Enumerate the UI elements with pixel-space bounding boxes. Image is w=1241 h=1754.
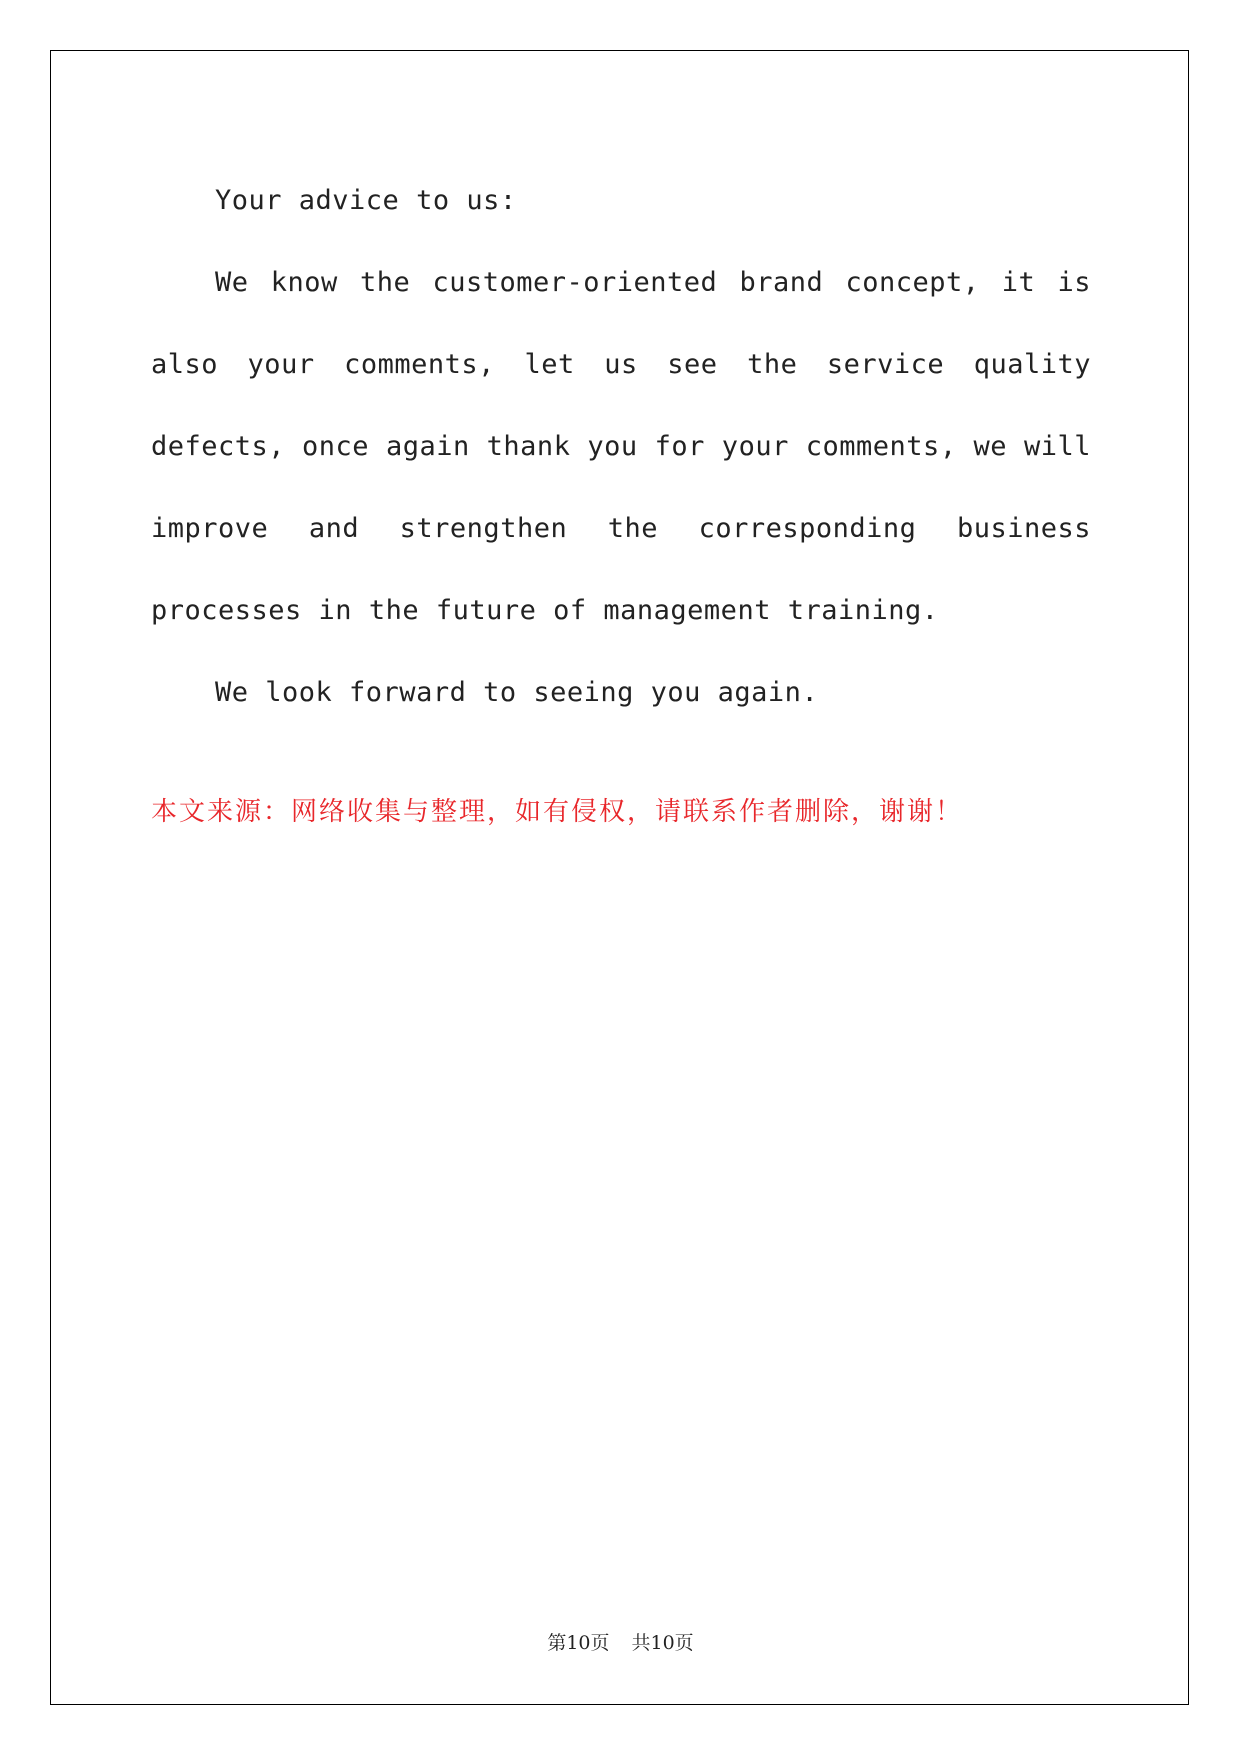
page-total: 共10页 xyxy=(631,1632,694,1654)
paragraph-closing: We look forward to seeing you again. xyxy=(215,677,819,708)
page-number: 第10页 xyxy=(547,1632,610,1654)
paragraph-customer-comments: We know the customer-oriented brand concept, it is also your comments, let us see the service quality defects, once again thank you for your comments, we will improve and strengthen the corresponding business processes in the future of management training. xyxy=(151,267,1091,626)
paragraph-advice-heading: Your advice to us: xyxy=(215,185,517,216)
page-footer xyxy=(0,1628,1241,1655)
spacer xyxy=(151,734,1091,792)
document-body xyxy=(151,160,1091,832)
copyright-notice: 本文来源：网络收集与整理，如有侵权，请联系作者删除，谢谢！ xyxy=(151,797,964,827)
